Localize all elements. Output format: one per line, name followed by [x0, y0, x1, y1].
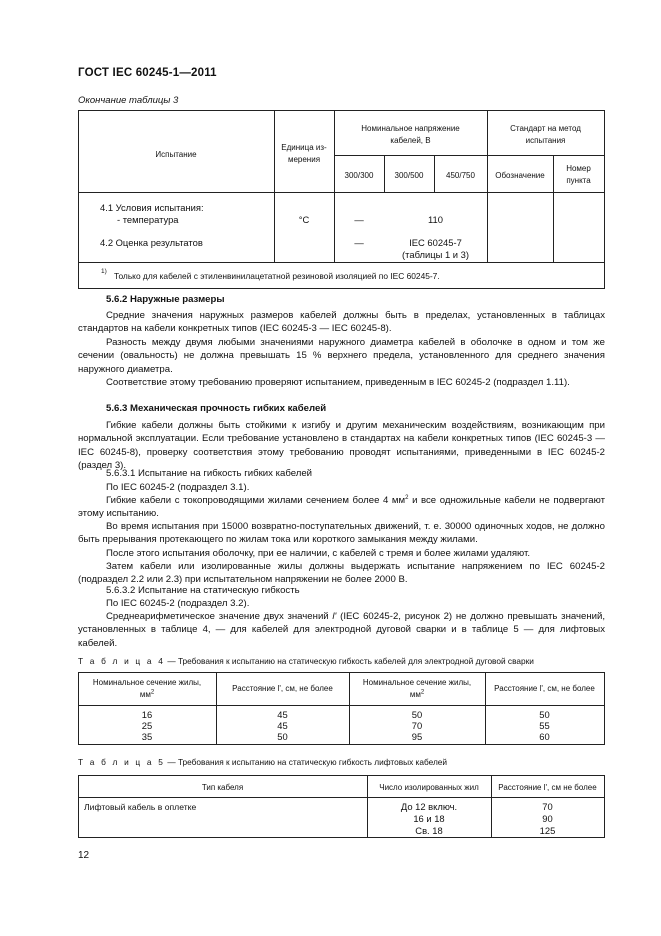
col-unit-header-1: Единица из- — [281, 143, 327, 152]
t4-cell: 60 — [539, 731, 550, 742]
section-5631-p5: Затем кабели или изолированные жилы должны выдержать испытание напряжением по IEC 60245-2 (подраздел 2.2 или 2.3) при испытательном напряжении не более 2000 В. — [78, 561, 605, 586]
voltage-450-750: 450/750 — [446, 171, 475, 180]
row-41-label: 4.1 Условия испытания: — [100, 202, 204, 213]
t5-cell: 70 — [542, 801, 553, 812]
voltage-300-500: 300/500 — [394, 171, 424, 180]
t4-cell: 70 — [411, 720, 423, 731]
page-header: ГОСТ IEC 60245-1—2011 — [78, 67, 217, 79]
section-562-p1: Средние значения наружных размеров кабелей должны быть в пределах, установленных в таблицах стандартов на кабели конкретных типов (IEC 60245-3 — IEC 60245-8). — [78, 310, 605, 335]
section-562-p3: Соответствие этому требованию проверяют испытанием, приведенным в IEC 60245-2 (подраздел 1.11). — [106, 377, 570, 388]
t4-col-distance2: Расстояние l', см, не более — [494, 684, 595, 693]
row-41-v1: — — [354, 214, 364, 225]
col-voltage-header-1: Номинальное напряжение — [361, 124, 460, 133]
section-563-p1: Гибкие кабели должны быть стойкими к изгибу и другим механическим воздействиям, возникающим при нормальной эксплуатации. Если требование установлено в стандартах на кабели конкретных типов (IEC 60245-3 — IEC 60245-8), проверку соответствия этому требованию проводят испытаниями, приведенными в IEC 60245-2 (раздел 3). — [78, 420, 605, 472]
col-item-header-2: пункта — [566, 176, 591, 185]
section-5631-p4: После этого испытания оболочку, при ее наличии, с кабелей с тремя и более жилами удаляют. — [106, 548, 531, 559]
table4-caption: Т а б л и ц а 4 — Требования к испытанию на статическую гибкость кабелей для электродной дуговой сварки — [78, 656, 534, 666]
col-item-header-1: Номер — [566, 164, 591, 173]
t4-cell: 95 — [411, 731, 423, 742]
section-5631-p2: Гибкие кабели с токопроводящими жилами сечением более 4 $мм^2$ и все одножильные кабели не подвергают этому испытанию. — [78, 494, 605, 520]
row-41-sub: - температура — [117, 214, 179, 225]
t4-cell: 35 — [141, 731, 153, 742]
row-42-ref: IEC 60245-7 — [409, 237, 462, 248]
col-standard-header-1: Стандарт на метод — [510, 124, 581, 133]
t5-col-type: Тип кабеля — [201, 783, 244, 792]
section-562-p2: Разность между двумя любыми значениями наружного диаметра кабелей в оболочке в одном и том же сечении (овальность) не должна превышать 15 % верхнего предела, установленного для среднего значения наружного диаметра. — [78, 337, 605, 375]
t5-cell: 125 — [539, 825, 556, 836]
t4-cell: 25 — [141, 720, 153, 731]
footnote-mark: 1) — [101, 268, 107, 275]
col-test-header: Испытание — [155, 150, 197, 159]
t5-cell: 16 и 18 — [413, 813, 445, 824]
t4-col-section-1: Номинальное сечение жилы, — [92, 678, 202, 687]
col-voltage-header-2: кабелей, В — [390, 136, 431, 145]
voltage-300-300: 300/300 — [344, 171, 374, 180]
t4-col-distance: Расстояние l', см, не более — [232, 684, 333, 693]
table5-caption: Т а б л и ц а 5 — Требования к испытанию на статическую гибкость лифтовых кабелей — [78, 757, 448, 767]
section-5632-heading: 5.6.3.2 Испытание на статическую гибкость — [106, 585, 300, 596]
table3-footnote: Только для кабелей с этиленвинилацетатной резиновой изоляцией по IEC 60245-7. — [114, 271, 440, 281]
t4-cell: 55 — [539, 720, 550, 731]
section-5631-heading: 5.6.3.1 Испытание на гибкость гибких кабелей — [106, 468, 313, 479]
t5-cell: 90 — [542, 813, 553, 824]
t4-cell: 45 — [277, 720, 288, 731]
t5-cell: До 12 включ. — [400, 801, 458, 812]
t4-col-section2-1: Номинальное сечение жилы, — [362, 678, 472, 687]
section-5632-p6: Среднеарифметическое значение двух значений l' (IEC 60245-2, рисунок 2) не должно превышать значений, установленных в таблице 4, — для кабелей для электродной дуговой сварки и в таблице 5 — для лифтовых кабелей. — [78, 611, 606, 649]
col-standard-header-2: испытания — [525, 136, 566, 145]
t4-cell: 45 — [277, 709, 288, 720]
t4-col-section2-2: $мм^2$ — [409, 689, 425, 699]
section-5631-ref: По IEC 60245-2 (подраздел 3.1). — [106, 482, 250, 493]
t5-cell: Св. 18 — [415, 825, 443, 836]
t4-col-section-2: $мм^2$ — [139, 689, 155, 699]
t5-col-distance: Расстояние l', см не более — [498, 783, 597, 792]
t5-type: Лифтовый кабель в оплетке — [84, 802, 197, 812]
row-42-v1: — — [354, 237, 364, 248]
section-562-heading: 5.6.2 Наружные размеры — [106, 294, 225, 305]
t4-cell: 50 — [277, 731, 288, 742]
row-42-label: 4.2 Оценка результатов — [100, 237, 203, 248]
t4-cell: 16 — [141, 709, 153, 720]
col-designation-header: Обозначение — [495, 171, 545, 180]
t5-col-cores: Число изолированных жил — [379, 783, 479, 792]
table3-caption: Окончание таблицы 3 — [78, 95, 179, 106]
page-number: 12 — [78, 850, 90, 861]
section-5632-ref: По IEC 60245-2 (подраздел 3.2). — [106, 598, 250, 609]
row-41-unit: °C — [298, 214, 310, 225]
section-5631-p3: Во время испытания при 15000 возвратно-поступательных движений, т. е. 30000 одиночных ходов, не должно быть прерывания протекающего по жилам тока или короткого замыкания между жилами. — [78, 521, 605, 546]
row-42-ref-tables: (таблицы 1 и 3) — [402, 249, 469, 260]
t4-cell: 50 — [411, 709, 423, 720]
section-563-heading: 5.6.3 Механическая прочность гибких кабелей — [106, 403, 327, 414]
t4-cell: 50 — [539, 709, 550, 720]
row-41-v23: 110 — [428, 214, 443, 225]
col-unit-header-2: мерения — [287, 155, 321, 164]
